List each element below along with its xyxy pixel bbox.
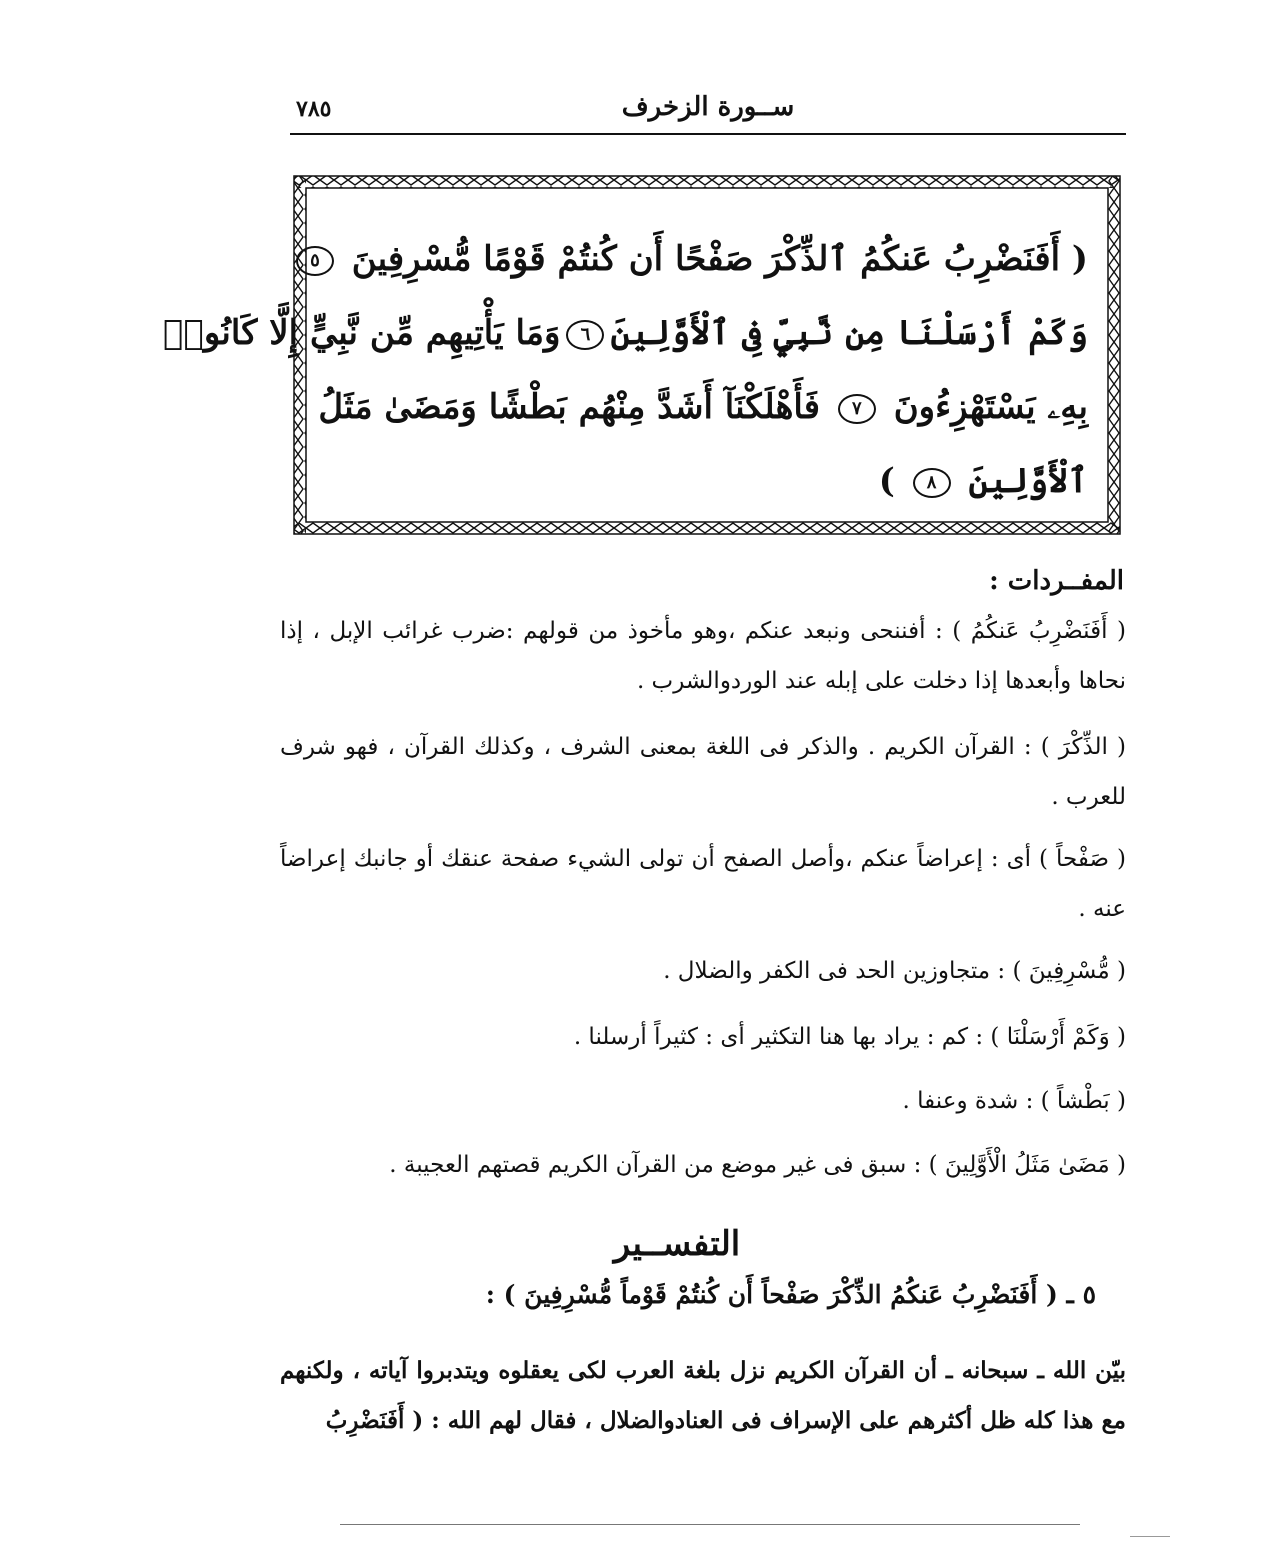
- page-header: [290, 92, 1126, 136]
- ayah-number-mark: ٨: [913, 468, 951, 498]
- header-rule: [290, 133, 1126, 135]
- verse-text: فَأَهْلَكْنَآ أَشَدَّ مِنْهُم بَطْشًا وَمَضَىٰ مَثَلُ: [318, 387, 820, 427]
- ayah-number-mark: ٦: [566, 320, 604, 350]
- vocabulary-entry: ( بَطْشاً ) : شدة وعنفا .: [902, 1088, 1126, 1114]
- verse-line-2: [163, 296, 1088, 370]
- vocabulary-entry: ( صَفْحاً ) أى : إعراضاً عنكم ،وأصل الصفح أن تولى الشيء صفحة عنقك أو جانبك إعراضاً عنه .: [280, 846, 1126, 922]
- vocabulary-heading: المفــردات :: [989, 566, 1124, 596]
- vocabulary-entry: ( وَكَمْ أَرْسَلْنَا ) : كم : يراد بها هنا التكثير أى : كثيراً أرسلنا .: [573, 1024, 1126, 1050]
- tafsir-verse: ٥ ـ ( أَفَنَضْرِبُ عَنكُمُ الذِّكْرَ صَفْحاً أَن كُنتُمْ قَوْماً مُّسْرِفِينَ ) :: [485, 1280, 1096, 1309]
- tafsir-paragraph: بيّن الله ـ سبحانه ـ أن القرآن الكريم نزل بلغة العرب لكى يعقلوه ويتدبروا آياته ، ولكنهم مع هذا كله ظل أكثرهم على الإسراف فى العنادوالضلال ، فقال لهم الله : ( أَفَنَضْرِبُ: [280, 1357, 1126, 1434]
- verse-closing-bracket: ): [878, 461, 895, 501]
- surah-title: ســورة الزخرف: [621, 92, 795, 122]
- vocabulary-entry: ( مُّسْرِفِينَ ) : متجاوزين الحد فى الكفر والضلال .: [663, 958, 1126, 984]
- vocabulary-entry: ( أَفَنَضْرِبُ عَنكُمُ ) : أفننحى ونبعد عنكم ،وهو مأخوذ من قولهم :ضرب غرائب الإبل ، إذا نحاها وأبعدها إذا دخلت على إبله عند الوردوالشرب .: [280, 618, 1126, 694]
- verse-line-3: [318, 370, 1088, 444]
- ayah-number-mark: ٥: [296, 246, 334, 276]
- verse-text: ( أَفَنَضْرِبُ عَنكُمُ ٱلذِّكْرَ صَفْحًا أَن كُنتُمْ قَوْمًا مُّسْرِفِينَ: [351, 239, 1088, 279]
- page-number: ٧٨٥: [296, 96, 332, 122]
- verse-text: بِهِۦ يَسْتَهْزِءُونَ: [893, 387, 1088, 427]
- ayah-number-mark: ٧: [838, 394, 876, 424]
- tafsir-heading-text: التفســير: [613, 1224, 741, 1264]
- verse-line-1: [310, 222, 1088, 296]
- verse-text: وَكَمْ أَرْسَلْنَا مِن نَّبِيٍّ فِى ٱلْأَوَّلِينَ: [610, 313, 1088, 353]
- verse-text: وَمَا يَأْتِيهِم مِّن نَّبِيٍّ إِلَّا كَانُوا۟: [163, 313, 561, 353]
- verse-text: ٱلْأَوَّلِينَ: [968, 461, 1088, 501]
- vocabulary-entry: ( الذِّكْرَ ) : القرآن الكريم . والذكر فى اللغة بمعنى الشرف ، وكذلك القرآن ، فهو شرف للعرب .: [280, 734, 1126, 810]
- verse-line-4: [318, 444, 1088, 518]
- quran-verses: [163, 222, 1088, 518]
- tafsir-heading: [0, 1224, 1274, 1264]
- vocabulary-entry: ( مَضَىٰ مَثَلُ الْأَوَّلِينَ ) : سبق فى غير موضع من القرآن الكريم قصتهم العجيبة .: [389, 1152, 1126, 1178]
- scan-mark: [1130, 1536, 1170, 1537]
- footer-rule: [340, 1524, 1080, 1525]
